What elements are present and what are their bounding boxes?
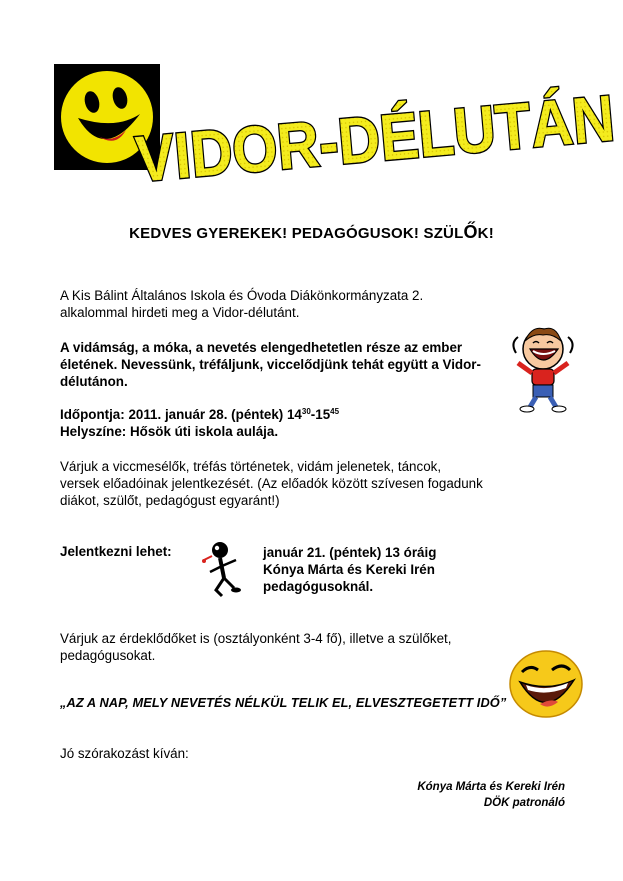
invite-line-1: Várjuk a viccmesélők, tréfás történetek, vidám jelenetek, táncok, — [60, 459, 442, 474]
intro-line-2: alkalommal hirdeti meg a Vidor-délutánt. — [60, 305, 300, 320]
start-time-sup: 30 — [301, 407, 311, 416]
welcome-line-2: pedagógusokat. — [60, 648, 156, 663]
fun-paragraph — [60, 339, 560, 390]
signature-block — [265, 779, 565, 811]
signature-role: DÖK patronáló — [483, 797, 565, 809]
venue-label: Helyszíne: — [60, 424, 127, 439]
invite-line-2: versek előadóinak jelentkezését. (Az előadók között szívesen fogadunk — [60, 476, 483, 491]
heading-text-1: KEDVES GYEREKEK! PEDAGÓGUSOK! SZÜL — [129, 225, 464, 242]
fun-line-2: életének. Nevessünk, tréfáljunk, viccelődjünk tehát együtt a Vidor- — [60, 357, 481, 372]
venue-value: Hősök úti iskola aulája. — [129, 424, 279, 439]
heading-text-3: K! — [477, 225, 494, 242]
dancing-figure-icon — [200, 538, 246, 600]
invite-line-3: diákot, szülőt, pedagógust egyaránt!) — [60, 493, 280, 508]
page-title — [132, 78, 618, 197]
welcome-paragraph — [60, 630, 560, 664]
closing-text: Jó szórakozást kíván: — [60, 746, 189, 761]
date-label: Időpontja: — [60, 407, 125, 422]
laughing-boy-icon — [508, 323, 578, 413]
quote-text: „AZ A NAP, MELY NEVETÉS NÉLKÜL TELIK EL, ELVESZTEGETETT IDŐ” — [60, 695, 507, 710]
registration-details — [263, 544, 563, 595]
registration-line-3: pedagógusoknál. — [263, 579, 374, 594]
signature-names: Kónya Márta és Kereki Irén — [417, 781, 565, 793]
fun-line-1: A vidámság, a móka, a nevetés elengedhetetlen része az ember — [60, 340, 463, 355]
registration-line-2: Kónya Márta és Kereki Irén — [263, 562, 435, 577]
invite-paragraph — [60, 458, 560, 509]
date-venue-block — [60, 406, 560, 440]
registration-line-1: január 21. (péntek) 13 óráig — [263, 545, 437, 560]
intro-line-1: A Kis Bálint Általános Iskola és Óvoda Diákönkormányzata 2. — [60, 288, 424, 303]
date-value: 2011. január 28. (péntek) 14 — [128, 407, 302, 422]
intro-paragraph — [60, 287, 560, 321]
end-time-hour: -15 — [310, 407, 331, 422]
end-time-sup: 45 — [330, 407, 340, 416]
greeting-heading — [0, 222, 623, 243]
registration-label: Jelentkezni lehet: — [60, 544, 172, 559]
fun-line-3: délutánon. — [60, 374, 128, 389]
title-wordart-text: VIDOR-DÉLUTÁN — [132, 82, 618, 197]
heading-text-2: Ő — [463, 222, 478, 242]
welcome-line-1: Várjuk az érdeklődőket is (osztályonként 3-4 fő), illetve a szülőket, — [60, 631, 452, 646]
